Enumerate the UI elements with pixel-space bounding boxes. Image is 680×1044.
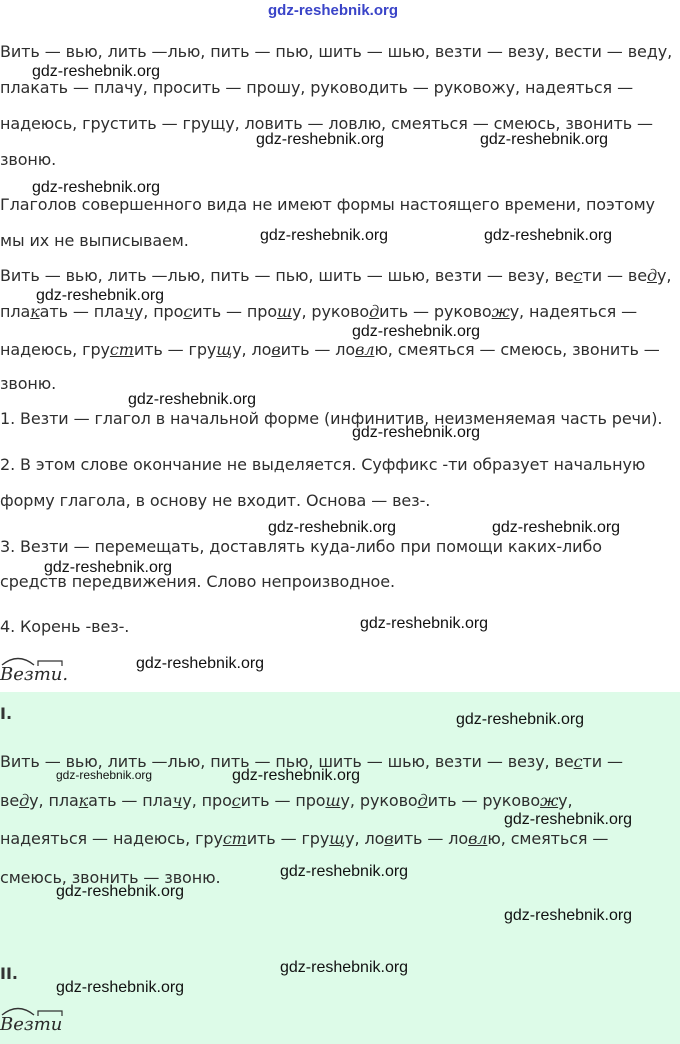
watermark: gdz-reshebnik.org: [56, 979, 185, 996]
text-segment: у, ло: [232, 340, 272, 359]
marked-letter: вл: [468, 829, 488, 848]
marked-letter: д: [646, 266, 657, 285]
marked-line-g3: [0, 829, 608, 849]
analysis-line: 4. Корень -вез-.: [0, 617, 130, 636]
morpheme-analysis: [0, 1014, 62, 1035]
marked-letter: в: [271, 340, 281, 359]
text-segment: ти —: [582, 752, 623, 771]
text-line: смеюсь, звонить — звоню.: [0, 868, 221, 887]
watermark: gdz-reshebnik.org: [268, 519, 397, 536]
marked-letter: ч: [124, 302, 134, 321]
text-segment: у,: [558, 791, 573, 810]
watermark: gdz-reshebnik.org: [128, 391, 257, 408]
text-segment: Вить — вью, лить —лью, пить — пью, шить — шью, везти — везу, ве: [0, 752, 574, 771]
analysis-line: 2. В этом слове окончание не выделяется. Суффикс -ти образует начальную: [0, 455, 646, 474]
marked-letter: ш: [325, 791, 341, 810]
text-segment: ить — гру: [246, 829, 330, 848]
watermark: gdz-reshebnik.org: [484, 227, 613, 244]
watermark: gdz-reshebnik.org: [280, 863, 409, 880]
marked-letter: д: [369, 302, 380, 321]
marked-letter: ш: [277, 302, 293, 321]
marked-letter: к: [30, 302, 40, 321]
marked-letter: щ: [329, 829, 346, 848]
watermark: gdz-reshebnik.org: [504, 811, 633, 828]
text-segment: ить — про: [240, 791, 326, 810]
roman-numeral: II.: [0, 964, 18, 983]
watermark: gdz-reshebnik.org: [480, 131, 609, 148]
watermark: gdz-reshebnik.org: [136, 655, 265, 672]
text-segment: ить — ло: [393, 829, 469, 848]
text-line: Вить — вью, лить —лью, пить — пью, шить — шью, везти — везу, вести — веду,: [0, 42, 673, 61]
text-segment: у, про: [182, 791, 232, 810]
marked-letter: ж: [540, 791, 559, 810]
watermark: gdz-reshebnik.org: [352, 424, 481, 441]
marked-letter: ж: [491, 302, 510, 321]
text-segment: у, ло: [345, 829, 385, 848]
morpheme-analysis: [0, 664, 68, 685]
marked-letter: вл: [355, 340, 375, 359]
watermark: gdz-reshebnik.org: [32, 63, 161, 80]
marked-letter: ст: [222, 829, 247, 848]
marked-letter: д: [19, 791, 30, 810]
text-segment: ить — про: [192, 302, 278, 321]
marked-line-1: [0, 266, 671, 286]
analysis-line: 1. Везти — глагол в начальной форме (инфинитив, неизменяемая часть речи).: [0, 409, 663, 428]
watermark: gdz-reshebnik.org: [56, 883, 185, 900]
watermark: gdz-reshebnik.org: [44, 559, 173, 576]
watermark: gdz-reshebnik.org: [456, 711, 585, 728]
marked-letter: ч: [172, 791, 183, 810]
watermark: gdz-reshebnik.org: [256, 131, 385, 148]
marked-letter: д: [417, 791, 428, 810]
analysis-line: средств передвижения. Слово непроизводное.: [0, 572, 395, 591]
text-segment: у, руково: [292, 302, 370, 321]
watermark: gdz-reshebnik.org: [492, 519, 621, 536]
text-segment: ти — ве: [582, 266, 647, 285]
text-line: звоню.: [0, 150, 57, 169]
text-segment: у,: [657, 266, 672, 285]
watermark: gdz-reshebnik.org: [232, 767, 361, 784]
text-segment: ать — пла: [39, 302, 124, 321]
watermark: gdz-reshebnik.org: [360, 615, 489, 632]
roman-numeral: I.: [0, 704, 13, 723]
marked-letter: с: [573, 752, 583, 771]
text-segment: Вить — вью, лить —лью, пить — пью, шить — шью, везти — везу, ве: [0, 266, 574, 285]
text-line: Глаголов совершенного вида не имеют формы настоящего времени, поэтому: [0, 195, 655, 214]
marked-letter: с: [183, 302, 193, 321]
text-segment: ве: [0, 791, 20, 810]
text-segment: у, пла: [29, 791, 79, 810]
analysis-line: форму глагола, в основу не входит. Основа — вез-.: [0, 491, 431, 510]
text-segment: надеяться — надеюсь, гру: [0, 829, 223, 848]
text-segment: ить — гру: [133, 340, 217, 359]
marked-line-3: [0, 340, 660, 360]
text-line: плакать — плачу, просить — прошу, руководить — руковожу, надеяться —: [0, 78, 633, 97]
text-segment: ить — руково: [427, 791, 541, 810]
marked-letter: в: [384, 829, 394, 848]
watermark: gdz-reshebnik.org: [56, 768, 153, 782]
analysis-line: 3. Везти — перемещать, доставлять куда-либо при помощи каких-либо: [0, 537, 602, 556]
marked-letter: с: [573, 266, 583, 285]
text-segment: ить — ло: [280, 340, 356, 359]
text-segment: надеюсь, гру: [0, 340, 110, 359]
watermark: gdz-reshebnik.org: [36, 287, 165, 304]
root-arc-icon: [0, 1002, 70, 1018]
text-line: мы их не выписываем.: [0, 231, 189, 250]
marked-letter: с: [231, 791, 241, 810]
root-arc-icon: [0, 652, 70, 668]
watermark-top: gdz-reshebnik.org: [268, 2, 399, 19]
marked-letter: ст: [109, 340, 134, 359]
text-segment: у, руково: [340, 791, 418, 810]
marked-line-2: [0, 302, 637, 322]
morpheme-word: Везти.: [0, 664, 69, 685]
watermark: gdz-reshebnik.org: [352, 323, 481, 340]
text-segment: у, надеяться —: [509, 302, 637, 321]
text-segment: ю, смеяться —: [487, 829, 609, 848]
watermark: gdz-reshebnik.org: [280, 959, 409, 976]
text-segment: ить — руково: [379, 302, 492, 321]
text-line: звоню.: [0, 374, 57, 393]
marked-letter: щ: [216, 340, 233, 359]
watermark: gdz-reshebnik.org: [504, 907, 633, 924]
marked-letter: к: [78, 791, 89, 810]
watermark: gdz-reshebnik.org: [260, 227, 389, 244]
text-segment: ю, смеяться — смеюсь, звонить —: [374, 340, 660, 359]
text-segment: пла: [0, 302, 31, 321]
morpheme-word: Везти: [0, 1014, 63, 1035]
text-segment: ать — пла: [88, 791, 173, 810]
text-line: надеюсь, грустить — грущу, ловить — ловлю, смеяться — смеюсь, звонить —: [0, 114, 653, 133]
text-segment: у, про: [133, 302, 184, 321]
watermark: gdz-reshebnik.org: [32, 179, 161, 196]
marked-line-g2: [0, 791, 573, 811]
